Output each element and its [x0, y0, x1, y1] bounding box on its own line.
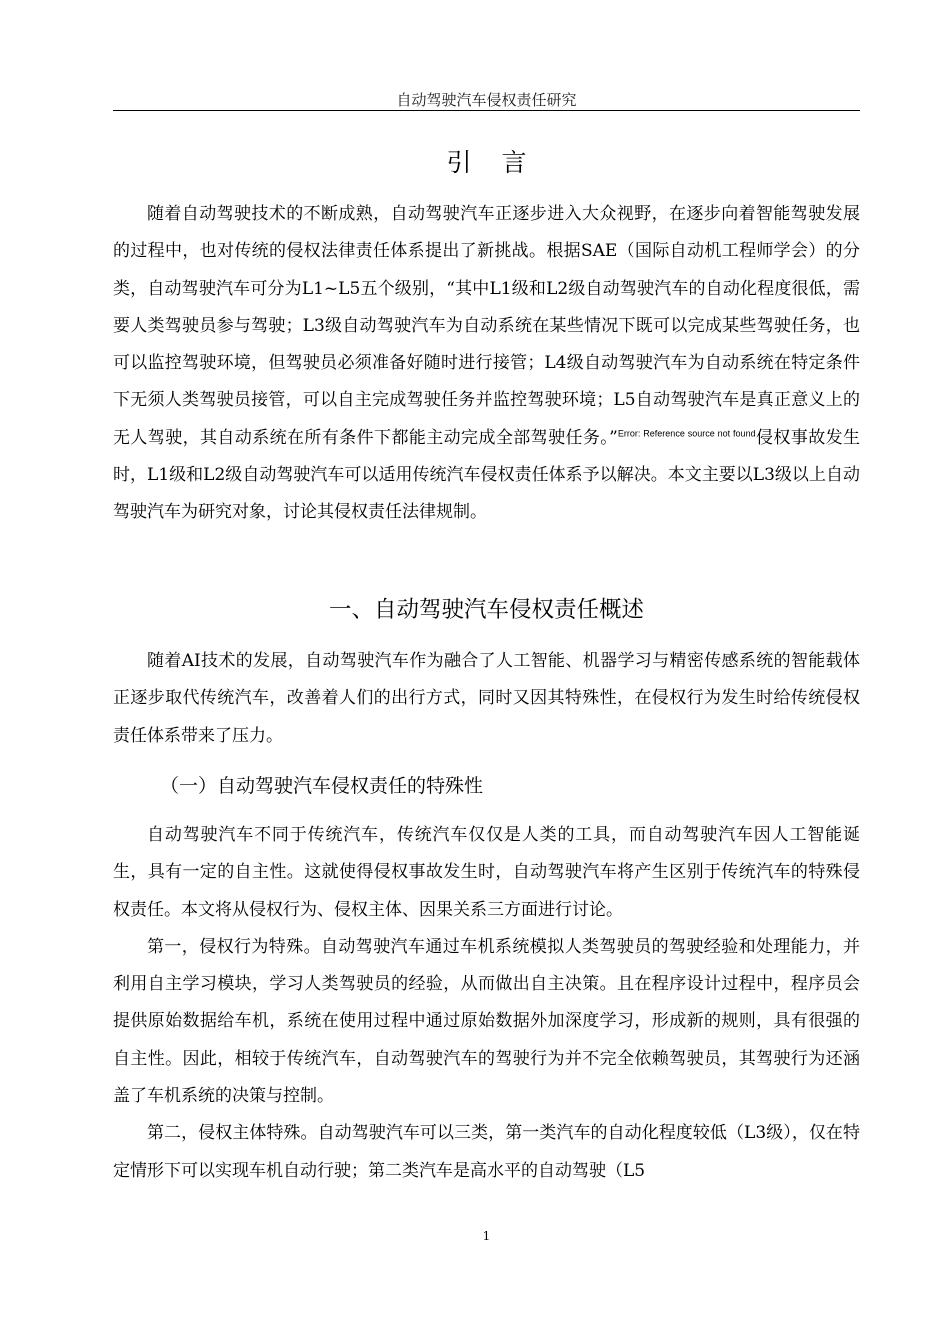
running-header: 自动驾驶汽车侵权责任研究	[396, 91, 577, 109]
body-paragraph: 第二，侵权主体特殊。自动驾驶汽车可以三类，第一类汽车的自动化程度较低（L3级），仅在特定情形下可以实现车机自动行驶；第二类汽车是高水平的自动驾驶（L5	[113, 1123, 860, 1181]
intro-paragraph	[113, 196, 860, 532]
body-paragraph: 自动驾驶汽车不同于传统汽车，传统汽车仅仅是人类的工具，而自动驾驶汽车因人工智能诞生，具有一定的自主性。这就使得侵权事故发生时，自动驾驶汽车将产生区别于传统汽车的特殊侵权责任。本文将从侵权行为、侵权主体、因果关系三方面进行讨论。	[113, 825, 860, 920]
page-number: 1	[482, 1229, 491, 1243]
section-paragraph	[113, 643, 860, 755]
subsection-body	[113, 817, 860, 1190]
intro-title: 引言	[446, 148, 557, 177]
section-title: 一、自动驾驶汽车侵权责任概述	[328, 597, 644, 623]
intro-text: 随着自动驾驶技术的不断成熟，自动驾驶汽车正逐步进入大众视野，在逐步向着智能驾驶发展的过程中，也对传统的侵权法律责任体系提出了新挑战。根据SAE（国际自动机工程师学会）的分类，自动驾驶汽车可分为L1~L5五个级别，“其中L1级和L2级自动驾驶汽车的自动化程度很低，需要人类驾驶员参与驾驶；L3级自动驾驶汽车为自动系统在某些情况下既可以完成某些驾驶任务，也可以监控驾驶环境，但驾驶员必须准备好随时进行接管；L4级自动驾驶汽车为自动系统在特定条件下无须人类驾驶员接管，可以自主完成驾驶任务并监控驾驶环境；L5自动驾驶汽车是真正意义上的无人驾驶，其自动系统在所有条件下都能主动完成全部驾驶任务。”	[113, 204, 860, 448]
section-paragraph-text: 随着AI技术的发展，自动驾驶汽车作为融合了人工智能、机器学习与精密传感系统的智能载体正逐步取代传统汽车，改善着人们的出行方式，同时又因其特殊性，在侵权行为发生时给传统侵权责任体系带来了压力。	[113, 651, 860, 746]
intro-text-continued: 侵权事故发生时，L1级和L2级自动驾驶汽车可以适用传统汽车侵权责任体系予以解决。本文主要以L3级以上自动驾驶汽车为研究对象，讨论其侵权责任法律规制。	[113, 427, 860, 523]
header-rule	[113, 110, 860, 111]
body-paragraph: 第一，侵权行为特殊。自动驾驶汽车通过车机系统模拟人类驾驶员的驾驶经验和处理能力，并利用自主学习模块，学习人类驾驶员的经验，从而做出自主决策。且在程序设计过程中，程序员会提供原始数据给车机，系统在使用过程中通过原始数据外加深度学习，形成新的规则，具有很强的自主性。因此，相较于传统汽车，自动驾驶汽车的驾驶行为并不完全依赖驾驶员，其驾驶行为还涵盖了车机系统的决策与控制。	[113, 936, 860, 1107]
subsection-title: （一）自动驾驶汽车侵权责任的特殊性	[160, 775, 484, 797]
reference-error: Error: Reference source not found	[617, 428, 756, 439]
